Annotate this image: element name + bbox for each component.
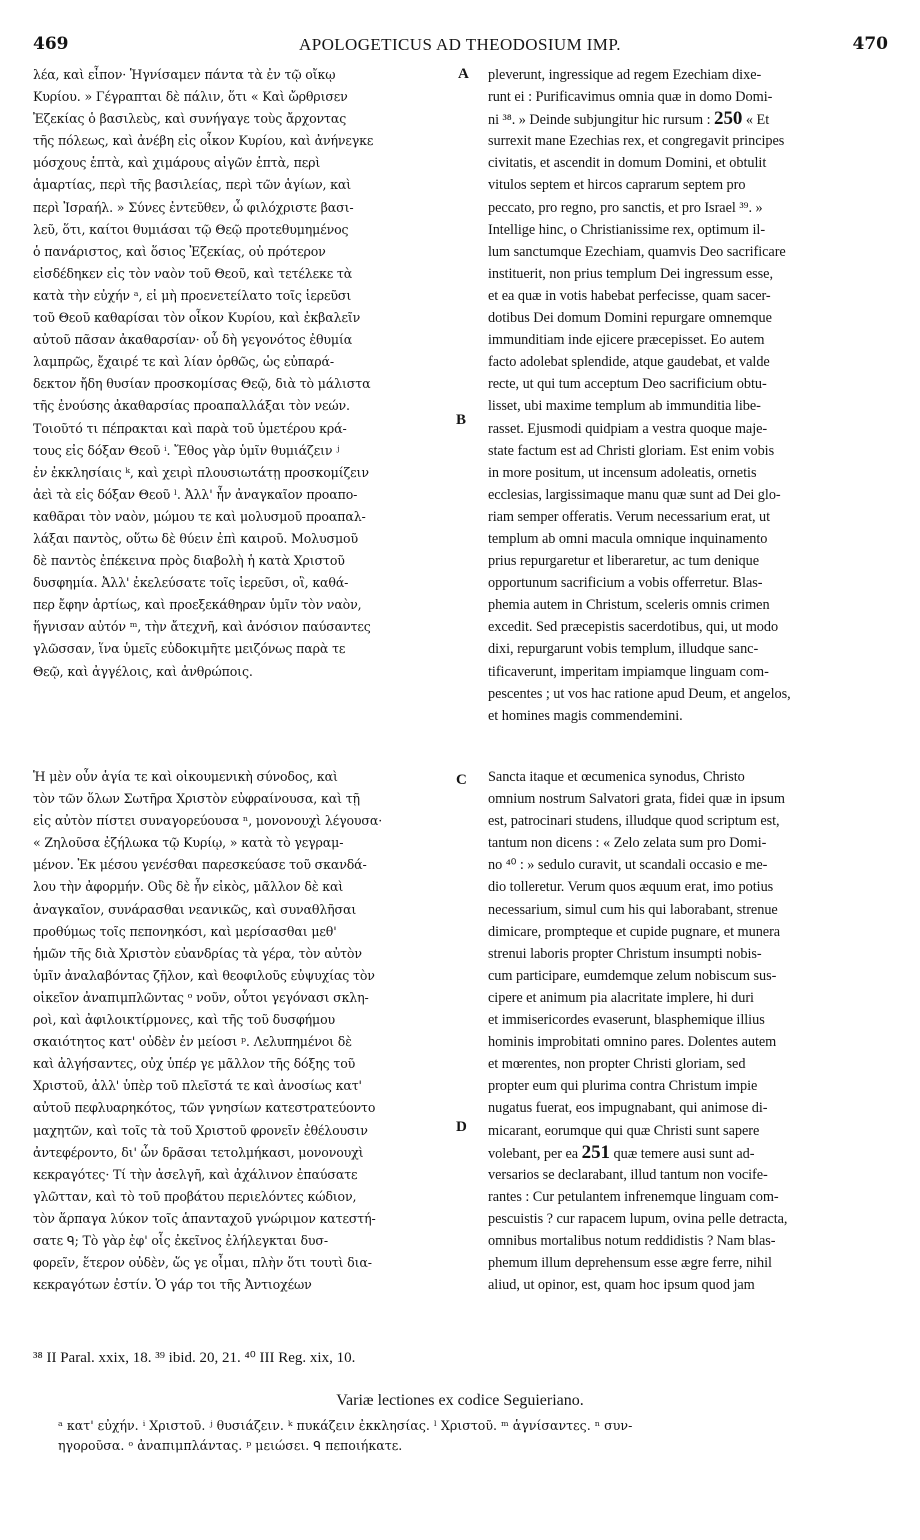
text-line: περὶ Ἰσραήλ. » Σύνες ἐντεῦθεν, ὦ φιλόχριστε βασι- <box>33 199 354 215</box>
text-line: cum participare, eumdemque zelum nobiscum sus- <box>488 967 777 984</box>
text-line: ἥγνισαν αὐτόν ᵐ, τὴν ἄτεχνῆ, καὶ ἀνόσιον παύσαντες <box>33 619 371 635</box>
text-line: περ ἔφην ἀρτίως, καὶ προεξεκάθηραν ὑμῖν τὸν ναὸν, <box>33 597 362 613</box>
text-line: ἀεὶ τὰ εἰς δόξαν Θεοῦ ˡ. Ἀλλ' ἦν ἀναγκαῖον προαπο- <box>33 486 358 502</box>
text-line: no ⁴⁰ : » sedulo curavit, ut scandali occasio e me- <box>488 857 768 874</box>
text-line: phemum illum deprehensum esse ægre ferre, nihil <box>488 1255 772 1272</box>
text-line: τῆς ἐνούσης ἀκαθαρσίας προαπαλλάξαι τὸν νεών. <box>33 398 350 414</box>
text-line: volebant, per ea 251 quæ temere ausi sunt ad- <box>488 1141 755 1163</box>
text-line: pleverunt, ingressique ad regem Ezechiam dixe- <box>488 67 762 83</box>
text-line: instituerit, non prius templum Dei ingressum esse, <box>488 265 773 282</box>
text-line: phemia autem in Christum, sceleris omnis crimen <box>488 597 770 614</box>
text-line: ἀντεφέροντο, δι' ὧν δρᾶσαι τετολμήκασι, μονονουχὶ <box>33 1144 364 1160</box>
text-line: λάξαι παντὸς, οὕτω δὲ θύειν ἐπὶ καιροῦ. Μολυσμοῦ <box>33 530 358 546</box>
text-line: tantum non dicens : « Zelo zelata sum pro Domi- <box>488 835 767 852</box>
margin-letter-a: A <box>458 66 469 82</box>
margin-letter-b: B <box>456 412 467 428</box>
text-line: αὐτοῦ πεφλυαρηκότος, τῶν γνησίων κατεστρατεύοντο <box>33 1100 376 1116</box>
text-line: Sancta itaque et œcumenica synodus, Christo <box>488 769 745 785</box>
text-line: οἰκεῖον ἀναπιμπλῶντας ᵒ νοῦν, οὗτοι γεγόνασι σκλη- <box>33 989 369 1005</box>
text-line: facto adolebat splendide, atque gaudebat, et valde <box>488 354 770 371</box>
text-line: rantes : Cur petulantem infrenemque linguam com- <box>488 1188 779 1205</box>
text-line: necessarium, simul cum his qui laborabant, strenue <box>488 901 778 918</box>
text-line: δὲ παντὸς ἐπέκεινα πρὸς διαβολὴ ἡ κατὰ Χριστοῦ <box>33 553 345 569</box>
text-line: κατὰ τὴν εὐχήν ᵃ, εἰ μὴ προενετείλατο τοῖς ἱερεῦσι <box>33 287 352 303</box>
text-line: εἰσδέδηκεν εἰς τὸν ναὸν τοῦ Θεοῦ, καὶ τετέλεκε τὰ <box>33 265 353 281</box>
text-line: dixi, repurgarunt vobis templum, illudque sanc- <box>488 641 759 658</box>
text-line: omnibus mortalibus notum reddidistis ? Nam blas- <box>488 1232 776 1249</box>
text-line: Κυρίου. » Γέγραπται δὲ πάλιν, ὅτι « Καὶ ὤρθρισεν <box>33 89 348 105</box>
text-line: dimicare, prompteque et cupide pugnare, et munera <box>488 923 781 940</box>
text-line: μαχητῶν, καὶ τοῖς τὰ τοῦ Χριστοῦ φρονεῖν ἐθέλουσιν <box>33 1122 368 1138</box>
text-line: ecclesias, largissimaque manu quæ sunt ad Dei glo- <box>488 486 781 503</box>
text-line: τὸν ἅρπαγα λύκον τοῖς ἁπανταχοῦ γνώριμον κατεστή- <box>33 1210 376 1226</box>
text-line: pescentes ; ut vos hac ratione apud Deum, et angelos, <box>488 685 791 702</box>
text-line: peccato, pro regno, pro sanctis, et pro Israel ³⁹. » <box>488 199 763 216</box>
greek-column-block-2 <box>33 766 453 1296</box>
text-line: runt ei : Purificavimus omnia quæ in domo Domi- <box>488 89 773 106</box>
text-line: Χριστοῦ, ἀλλ' ὑπὲρ τοῦ πλεῖστά τε καὶ ἀνοσίως κατ' <box>33 1078 362 1094</box>
text-line: cipere et animum pia alacritate implere, hi duri <box>488 989 754 1006</box>
text-line: γλῶτταν, καὶ τὸ τοῦ προβάτου περιελόντες κώδιον, <box>33 1188 357 1204</box>
text-line: vitulos septem et hircos caprarum septem pro <box>488 177 746 194</box>
text-line: ροὶ, καὶ ἀφιλοικτίρμονες, καὶ τῆς τοῦ δυσφήμου <box>33 1012 336 1028</box>
text-line: κεκραγότες· Τί τὴν ἀσελγῆ, καὶ ἀχάλινον ἐπαύσατε <box>33 1166 358 1182</box>
text-line: Intellige hinc, o Christianissime rex, optimum il- <box>488 221 766 238</box>
text-line: λεῦ, ὅτι, καίτοι θυμιάσαι τῷ Θεῷ προτεθυμημένος <box>33 221 349 237</box>
text-line: state factum est ad Christi gloriam. Est enim vobis <box>488 442 775 459</box>
text-line: dotibus Dei domum Domini repurgare omnemque <box>488 310 772 327</box>
text-line: γλῶσσαν, ἵνα ὑμεῖς εὐδοκιμῆτε μειζόνως παρὰ τε <box>33 641 346 657</box>
latin-column-block-2 <box>488 766 892 1296</box>
text-line: et ea quæ in votis habebat perfecisse, quam sacer- <box>488 287 771 304</box>
text-line: dio tolleretur. Verum quos æquum erat, imo potius <box>488 879 774 896</box>
text-line: τῆς πόλεως, καὶ ἀνέβη εἰς οἶκον Κυρίου, καὶ ἀνήνεγκε <box>33 133 374 149</box>
text-line: civitatis, et ascendit in domum Domini, et obtulit <box>488 155 767 172</box>
text-line: λου τὴν ἀφορμήν. Οὓς δὲ ἦν εἰκὸς, μᾶλλον δὲ καὶ <box>33 879 344 895</box>
text-line: ὁ πανάριστος, καὶ ὅσιος Ἐζεκίας, οὐ πρότερον <box>33 243 326 259</box>
inline-page-number: 251 <box>581 1141 610 1163</box>
text-line: versarios se declarabant, illud tantum non vocife- <box>488 1166 768 1183</box>
text-line: est, patrocinari studens, illudque quod scriptum est, <box>488 813 780 830</box>
text-line: φορεῖν, ἕτερον οὐδὲν, ὥς γε οἶμαι, πλὴν ὅτι τουτὶ δια- <box>33 1255 372 1271</box>
text-line: templum ab omni macula omnique inquinamento <box>488 530 768 547</box>
text-line: hominis improbitati omnino pares. Dolentes autem <box>488 1034 777 1051</box>
text-line: micarant, eorumque qui quæ Christi sunt sapere <box>488 1122 760 1139</box>
text-line: κεκραγότων ἐστίν. Ὁ γάρ τοι τῆς Ἀντιοχέων <box>33 1277 312 1293</box>
text-line: nugatus fuerat, eos impugnabant, qui animose di- <box>488 1100 768 1117</box>
text-line: αὐτοῦ πᾶσαν ἀκαθαρσίαν· οὗ δὴ γεγονότος ἐθυμία <box>33 332 353 348</box>
text-line: προθύμως τοῖς πεπονηκόσι, καὶ μερίσασθαι μεθ' <box>33 923 337 939</box>
text-line: τοῦ Θεοῦ καθαρίσαι τὸν οἶκον Κυρίου, καὶ ἐκβαλεῖν <box>33 310 361 326</box>
text-line: σατε ᑫ; Τὸ γὰρ ἐφ' οἷς ἐκεῖνος ἐλήλεγκται δυσ- <box>33 1232 328 1248</box>
text-line: καθᾶραι τὸν ναὸν, μώμου τε καὶ μολυσμοῦ προαπαλ- <box>33 508 366 524</box>
text-line: excedit. Sed præcepistis sacerdotibus, qui, ut modo <box>488 619 779 636</box>
text-line: Τοιοῦτό τι πέπρακται καὶ παρὰ τοῦ ὑμετέρου κρά- <box>33 420 347 436</box>
text-line: riam semper offeratis. Verum necessarium erat, ut <box>488 508 771 525</box>
text-line: ni ³⁸. » Deinde subjungitur hic rursum : 250 « Et <box>488 108 770 130</box>
text-line: recte, ut qui tum acceptum Deo sacrificium obtu- <box>488 376 767 393</box>
text-line: et homines magis commendemini. <box>488 707 683 724</box>
page-number-left: 469 <box>33 34 69 54</box>
text-line: prius repurgaretur et liberaretur, ac tum denique <box>488 553 760 570</box>
text-line: opportunum sacrificium a vobis offerretur. Blas- <box>488 575 763 592</box>
text-line: ἁμαρτίας, περὶ τῆς βασιλείας, περὶ τῶν ἁγίων, καὶ <box>33 177 352 193</box>
text-line: Ἐζεκίας ὁ βασιλεὺς, καὶ συνήγαγε τοὺς ἄρχοντας <box>33 111 347 127</box>
text-line: ἐν ἐκκλησίαις ᵏ, καὶ χειρὶ πλουσιωτάτῃ προσκομίζειν <box>33 464 369 480</box>
text-line: λέα, καὶ εἶπον· Ἡγνίσαμεν πάντα τὰ ἐν τῷ οἴκῳ <box>33 67 336 82</box>
text-line: omnium nostrum Salvatori grata, fidei quæ in ipsum <box>488 791 785 808</box>
text-line: rasset. Ejusmodi quidpiam a vestra quoque maje- <box>488 420 768 437</box>
text-line: σκαιότητος κατ' οὐδὲν ἐν μείοσι ᵖ. Λελυπημένοι δὲ <box>33 1034 352 1050</box>
text-line: in more positum, ut incensum adoleatis, ornetis <box>488 464 757 481</box>
running-title: APOLOGETICUS AD THEODOSIUM IMP. <box>299 35 621 54</box>
variae-lectiones-line-2: ηγοροῦσα. ᵒ ἀναπιμπλάντας. ᵖ μειώσει. ᑫ πεποιήκατε. <box>58 1438 403 1453</box>
inline-page-number: 250 <box>714 108 743 130</box>
text-line: et immisericordes evaserunt, blasphemique illius <box>488 1012 765 1029</box>
text-line: μόσχους ἑπτὰ, καὶ χιμάρους αἰγῶν ἑπτὰ, περὶ <box>33 155 321 171</box>
text-line: « Ζηλοῦσα ἐζήλωκα τῷ Κυρίῳ, » κατὰ τὸ γεγραμ- <box>33 835 344 851</box>
variae-lectiones-line-1: ᵃ κατ' εὐχήν. ⁱ Χριστοῦ. ʲ θυσιάζειν. ᵏ πυκάζειν ἐκκλησίας. ˡ Χριστοῦ. ᵐ ἁγνίσαντες. ⁿ συν- <box>58 1418 633 1433</box>
text-line: δεκτον ἤδη θυσίαν προσκομίσας Θεῷ, διὰ τὸ μάλιστα <box>33 376 371 392</box>
text-line: et mœrentes, non propter Christi gloriam, sed <box>488 1056 746 1073</box>
latin-column-block-1 <box>488 64 892 727</box>
text-line: λαμπρῶς, ἔχαιρέ τε καὶ λίαν ὀρθῶς, ὡς εὐπαρά- <box>33 354 334 370</box>
text-line: pescuistis ? cur rapacem lupum, ovina pelle detracta, <box>488 1210 788 1227</box>
text-line: propter eum qui plurima contra Christum impie <box>488 1078 758 1095</box>
margin-letter-d: D <box>456 1119 467 1135</box>
text-line: τὸν τῶν ὅλων Σωτῆρα Χριστὸν εὐφραίνουσα, καὶ τῇ <box>33 791 360 807</box>
text-line: ἡμῶν τῆς διὰ Χριστὸν εὐανδρίας τὰ γέρα, τὸν αὐτὸν <box>33 945 362 961</box>
greek-column-block-1 <box>33 64 453 683</box>
page-header <box>0 34 920 56</box>
text-line: aliud, ut opinor, est, quam hoc ipsum quod jam <box>488 1277 755 1294</box>
text-line: immunditiam inde ejicere præcepisset. Eo autem <box>488 332 765 349</box>
variae-lectiones-title: Variæ lectiones ex codice Seguieriano. <box>336 1392 584 1409</box>
text-line: tificaverunt, imperitam impiamque linguam com- <box>488 663 769 680</box>
text-line: surrexit mane Ezechias rex, et congregavit principes <box>488 133 785 150</box>
text-line: δυσφημία. Ἀλλ' ἐκελεύσατε τοῖς ἱερεῦσι, οἳ, καθά- <box>33 575 349 591</box>
text-line: lisset, ubi maxime templum ab immunditia libe- <box>488 398 761 415</box>
text-line: καὶ ἀλγήσαντες, οὐχ ὑπέρ γε μᾶλλον τῆς δόξης τοῦ <box>33 1056 356 1072</box>
text-line: εἰς αὐτὸν πίστει συναγορεύουσα ⁿ, μονονουχὶ λέγουσα· <box>33 813 383 829</box>
text-line: lum sanctumque Ezechiam, quamvis Deo sacrificare <box>488 243 786 260</box>
page-number-right: 470 <box>852 34 888 54</box>
text-line: μένον. Ἐκ μέσου γενέσθαι παρεσκεύασε τοῦ σκανδά- <box>33 857 367 873</box>
text-line: τους εἰς δόξαν Θεοῦ ⁱ. Ἔθος γὰρ ὑμῖν θυμιάζειν ʲ <box>33 442 340 458</box>
text-line: ἀναγκαῖον, συνάρασθαι νεανικῶς, καὶ συναθλῆσαι <box>33 901 357 917</box>
text-line: Θεῷ, καὶ ἀγγέλοις, καὶ ἀνθρώποις. <box>33 663 253 679</box>
text-line: ὑμῖν ἀναλαβόντας ζῆλον, καὶ θεοφιλοῦς εὐψυχίας τὸν <box>33 967 375 983</box>
text-line: strenui laboris propter Christum insumpti nobis- <box>488 945 762 962</box>
text-line: Ἡ μὲν οὖν ἁγία τε καὶ οἰκουμενικὴ σύνοδος, καὶ <box>33 769 338 784</box>
margin-letter-c: C <box>456 772 467 788</box>
footnotes: ³⁸ II Paral. xxix, 18. ³⁹ ibid. 20, 21. ⁴⁰ III Reg. xix, 10. <box>33 1350 356 1366</box>
